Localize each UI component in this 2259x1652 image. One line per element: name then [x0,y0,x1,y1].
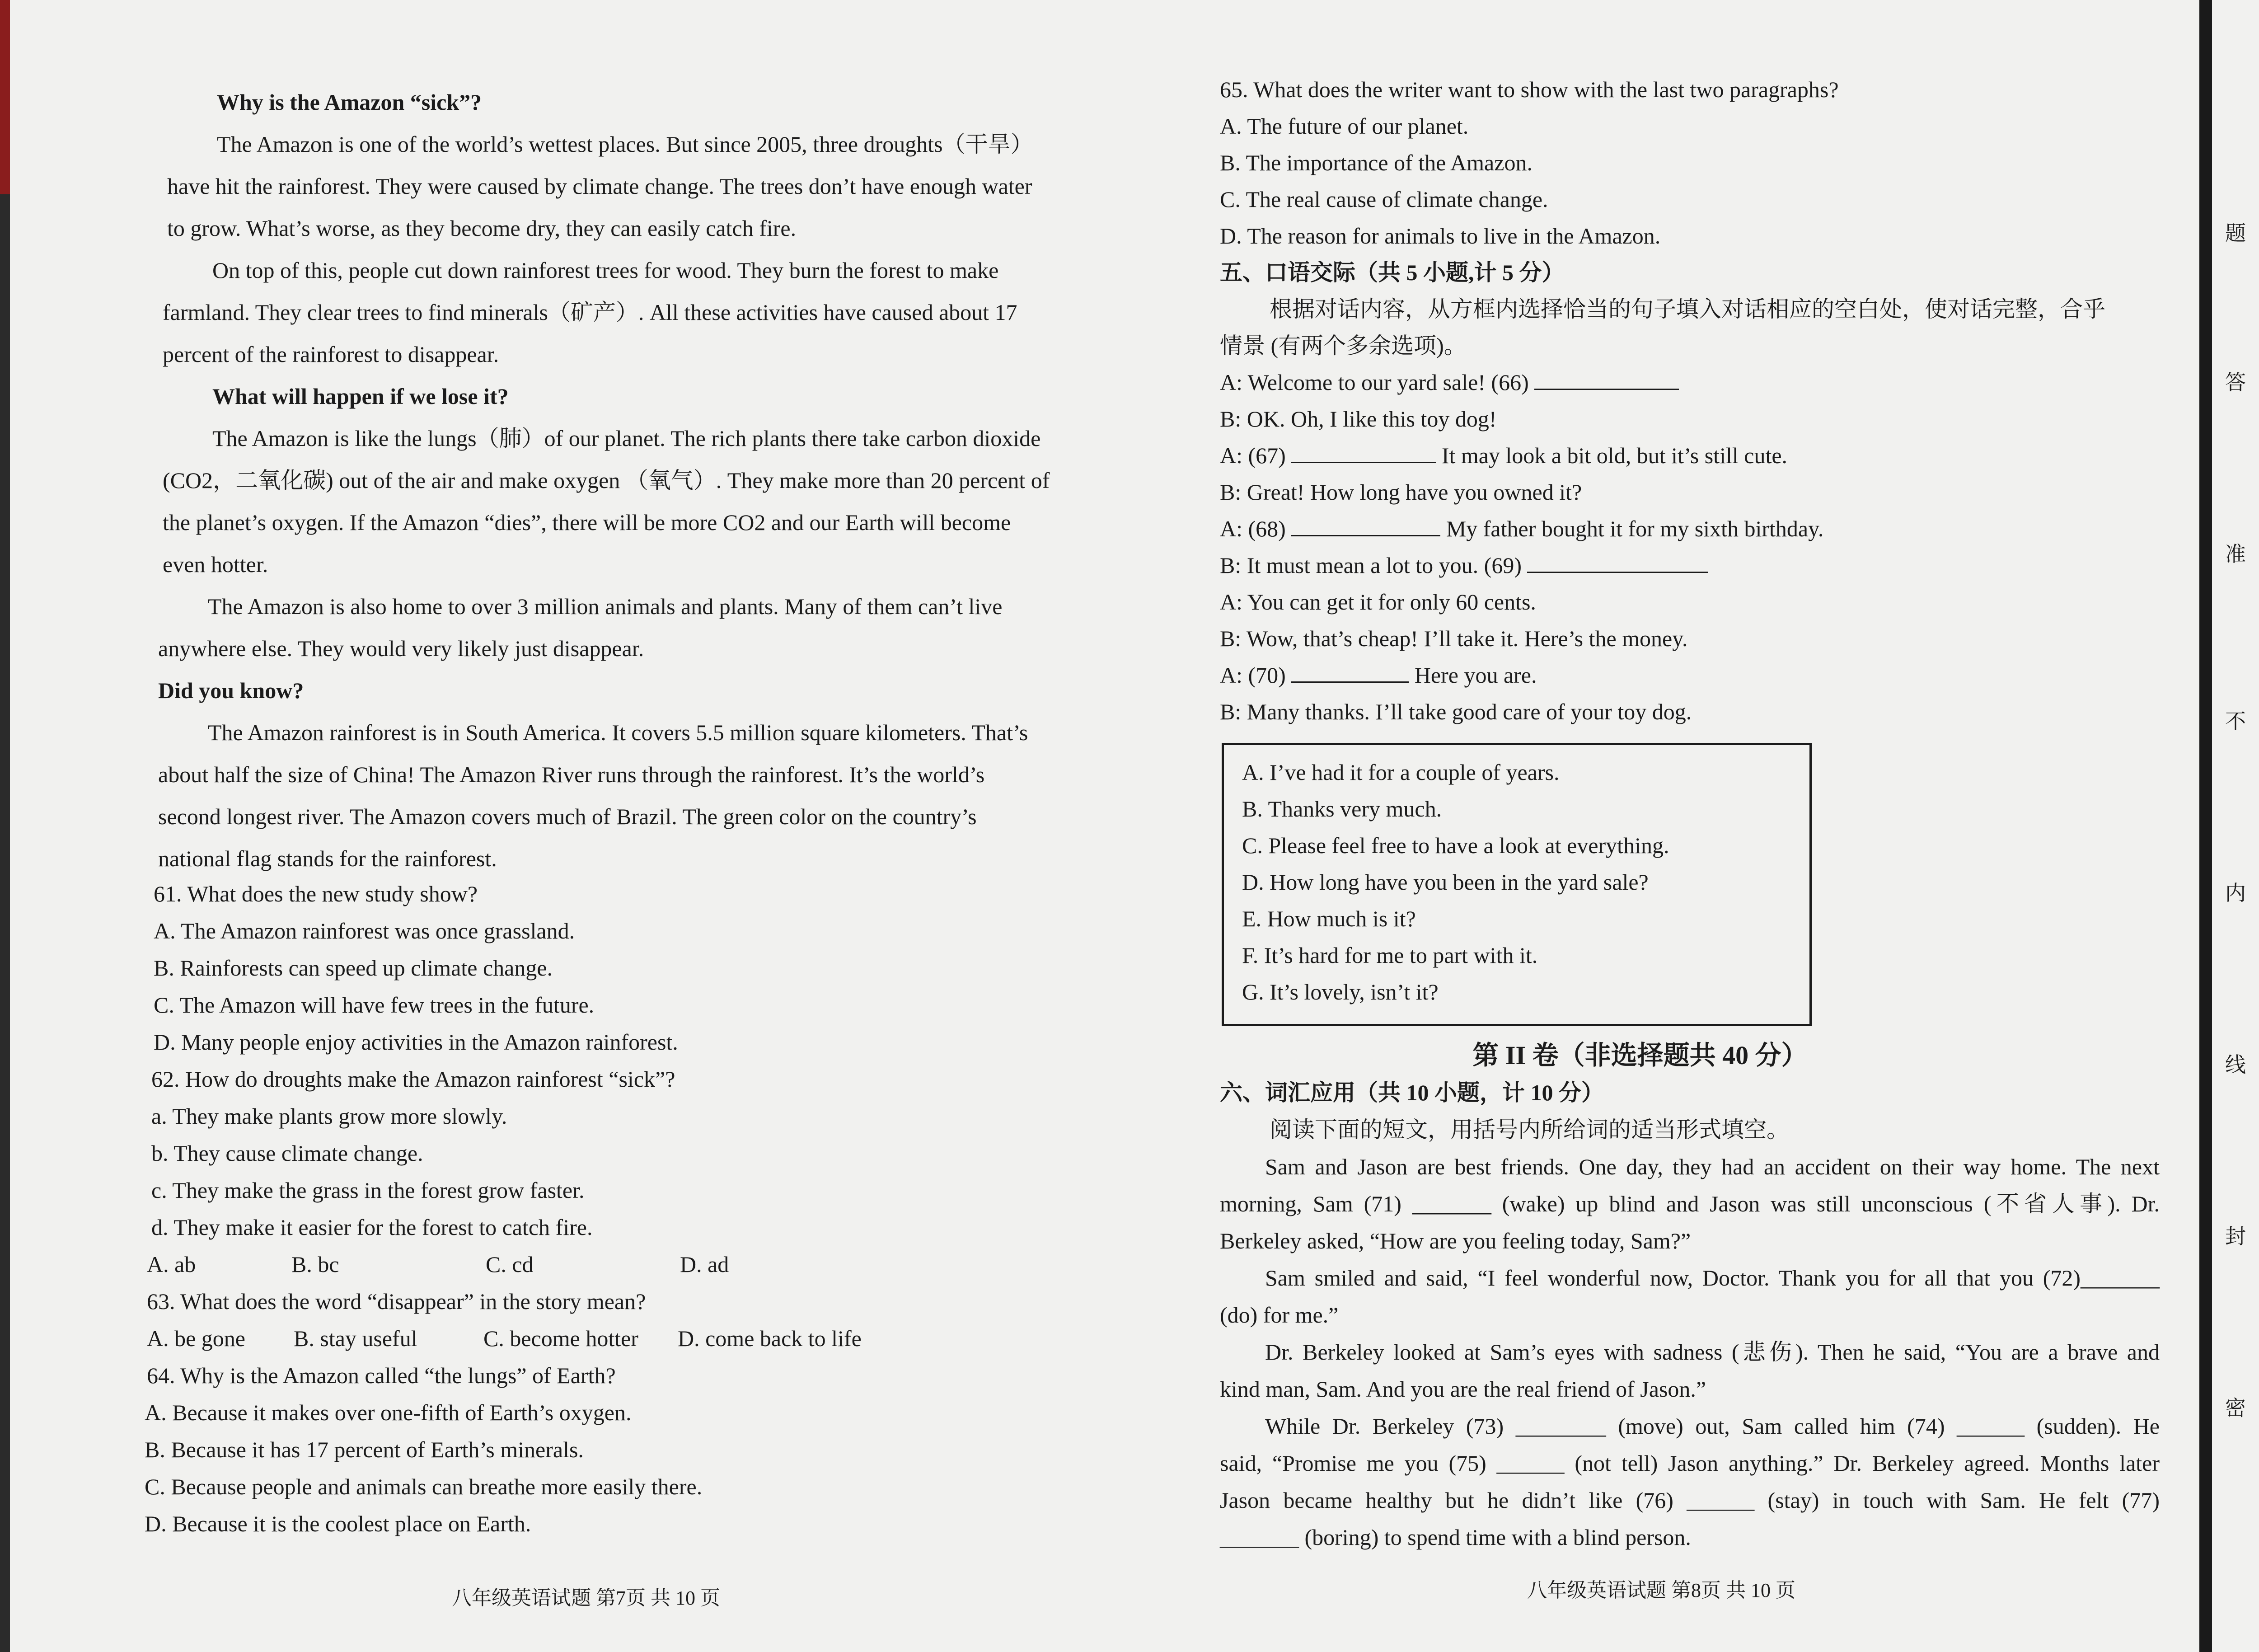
p2-line: On top of this, people cut down rainforest trees for wood. They burn the forest to make [212,258,999,283]
dialog-line: B: Wow, that’s cheap! I’ll take it. Here’s the money. [1220,626,1688,651]
part-2 [1220,1037,2169,1556]
q61-option: C. The Amazon will have few trees in the future. [154,992,595,1018]
p2-line: farmland. They clear trees to find minerals（矿产）. All these activities have caused about 17 [163,300,1017,325]
answer-blank-70[interactable] [1291,660,1409,683]
q64-option: B. Because it has 17 percent of Earth’s minerals. [145,1437,584,1462]
dialog-line: A: Welcome to our yard sale! (66) [1220,364,2169,401]
scan-edge-left [0,0,10,1652]
q62-statement: c. They make the grass in the forest grow faster. [151,1178,585,1203]
p5-line: The Amazon rainforest is in South America. It covers 5.5 million square kilometers. That’s [208,720,1028,745]
q64-option: C. Because people and animals can breathe more easily there. [145,1474,703,1499]
p4-line: The Amazon is also home to over 3 million animals and plants. Many of them can’t live [208,594,1003,619]
answer-blank-69[interactable] [1527,550,1708,573]
p3-line: (CO2，二氧化碳) out of the air and make oxygen （氧气）. They make more than 20 percent of [163,468,1050,493]
p1-line: have hit the rainforest. They were caused by climate change. The trees don’t have enough water [167,174,1032,199]
section-5-title: 五、口语交际（共 5 小题,计 5 分） [1220,260,1565,285]
dialog-line: A: You can get it for only 60 cents. [1220,589,1536,615]
passage-line: Berkeley asked, “How are you feeling today, Sam?” [1220,1228,1691,1253]
q62-statement: d. They make it easier for the forest to catch fire. [151,1215,593,1240]
passage-line: Dr. Berkeley looked at Sam’s eyes with sadness (悲伤). Then he said, “You are a brave and [1265,1339,2160,1365]
section-5-instructions: 根据对话内容，从方框内选择恰当的句子填入对话相应的空白处，使对话完整，合乎 [1270,296,2105,322]
box-option: E. How much is it? [1242,906,1416,931]
q61-option: B. Rainforests can speed up climate change. [154,955,553,981]
p1-line: The Amazon is one of the world’s wettest places. But since 2005, three droughts（干旱） [217,131,1033,157]
answer-blank-67[interactable] [1291,440,1436,463]
box-option: F. It’s hard for me to part with it. [1242,943,1538,968]
q64-option: A. Because it makes over one-fifth of Earth’s oxygen. [145,1400,632,1425]
page-footer-8: 八年级英语试题 第8页 共 10 页 [1527,1579,1795,1601]
scan-edge-left-red [0,0,10,194]
p3-line: The Amazon is like the lungs（肺）of our planet. The rich plants there take carbon dioxide [212,426,1041,451]
binding-margin-char: 题 [2225,221,2246,245]
question-65: 65. What does the writer want to show with the last two paragraphs? [1220,77,1839,102]
section-6-instructions: 阅读下面的短文，用括号内所给词的适当形式填空。 [1270,1117,1789,1142]
binding-margin-char: 内 [2225,881,2246,905]
p4-line: anywhere else. They would very likely just disappear. [158,636,644,661]
passage-line: (do) for me.” [1220,1302,1339,1328]
q65-option: A. The future of our planet. [1220,113,1469,139]
q63-options [145,1320,1139,1357]
q63-option: B. stay useful [294,1326,417,1351]
question-61: 61. What does the new study show? [154,881,478,906]
passage-line: While Dr. Berkeley (73) ________ (move) out, Sam called him (74) ______ (sudden). He [1265,1413,2160,1439]
q63-option: C. become hotter [483,1326,638,1351]
scan-edge-right [2199,0,2212,1652]
binding-margin-char: 不 [2225,709,2246,733]
dialog-line: B: It must mean a lot to you. (69) [1220,547,2169,584]
q65-option: B. The importance of the Amazon. [1220,150,1533,175]
options-box [1222,743,1812,1026]
binding-margin-char: 密 [2225,1396,2246,1420]
answer-blank-68[interactable] [1291,513,1440,536]
q62-option: D. ad [680,1252,729,1277]
q61-option: D. Many people enjoy activities in the Amazon rainforest. [154,1029,678,1055]
q62-option: A. ab [147,1252,196,1277]
passage-line: kind man, Sam. And you are the real friend of Jason.” [1220,1376,1706,1402]
dialog-line: B: Great! How long have you owned it? [1220,479,1582,505]
passage-line: _______ (boring) to spend time with a blind person. [1220,1525,1691,1550]
heading-lose-it: What will happen if we lose it? [212,384,509,409]
p5-line: national flag stands for the rainforest. [158,846,497,871]
box-option: D. How long have you been in the yard sale? [1242,869,1649,895]
left-page [145,81,1139,1542]
dialog-line: A: (67) It may look a bit old, but it’s still cute. [1220,437,2169,474]
dialog-line: A: (70) Here you are. [1220,657,2169,694]
q62-option: C. cd [486,1252,534,1277]
q64-option: D. Because it is the coolest place on Earth. [145,1511,531,1536]
p5-line: second longest river. The Amazon covers much of Brazil. The green color on the country’s [158,804,977,829]
page-footer-7: 八年级英语试题 第7页 共 10 页 [452,1587,720,1609]
box-option: B. Thanks very much. [1242,796,1442,821]
dialog-line: B: OK. Oh, I like this toy dog! [1220,406,1497,432]
binding-margin-char: 线 [2225,1052,2246,1077]
questions-61-64 [145,875,1139,1542]
q62-options [145,1246,1139,1283]
q62-option: B. bc [291,1252,339,1277]
section-5-instructions-2: 情景 (有两个多余选项)。 [1220,333,1467,358]
q63-option: A. be gone [147,1326,245,1351]
question-64: 64. Why is the Amazon called “the lungs” of Earth? [147,1363,616,1388]
binding-margin-char: 封 [2225,1224,2246,1248]
passage-line: morning, Sam (71) _______ (wake) up blind and Jason was still unconscious (不省人事). Dr. [1220,1191,2160,1216]
p1-line: to grow. What’s worse, as they become dry, they can easily catch fire. [167,216,797,241]
passage-line: Sam and Jason are best friends. One day, they had an accident on their way home. The next [1265,1154,2160,1179]
heading-why-sick: Why is the Amazon “sick”? [217,89,482,115]
box-option: A. I’ve had it for a couple of years. [1242,760,1560,785]
q65-option: C. The real cause of climate change. [1220,187,1548,212]
p3-line: the planet’s oxygen. If the Amazon “dies”, there will be more CO2 and our Earth will become [163,510,1011,535]
question-63: 63. What does the word “disappear” in the story mean? [147,1289,646,1314]
q62-statement: a. They make plants grow more slowly. [151,1103,507,1129]
q61-option: A. The Amazon rainforest was once grassland. [154,918,575,943]
p3-line: even hotter. [163,552,268,577]
heading-did-you-know: Did you know? [158,678,304,703]
question-65-block [1220,71,2169,730]
box-option: C. Please feel free to have a look at everything. [1242,833,1669,858]
right-page [1220,71,2169,1556]
binding-margin-char: 准 [2225,542,2246,566]
dialog-line: B: Many thanks. I’ll take good care of your toy dog. [1220,699,1692,724]
dialog-line: A: (68) My father bought it for my sixth birthday. [1220,511,2169,547]
question-62: 62. How do droughts make the Amazon rainforest “sick”? [151,1066,675,1092]
box-option: G. It’s lovely, isn’t it? [1242,979,1439,1004]
q62-statement: b. They cause climate change. [151,1140,423,1166]
p5-line: about half the size of China! The Amazon River runs through the rainforest. It’s the world’s [158,762,985,787]
section-6-title: 六、词汇应用（共 10 小题，计 10 分） [1220,1080,1604,1105]
part-2-title: 第 II 卷（非选择题共 40 分） [1472,1041,1808,1070]
passage-line: Jason became healthy but he didn’t like (76) ______ (stay) in touch with Sam. He felt (77) [1220,1488,2160,1513]
binding-margin-char: 答 [2225,370,2246,394]
q63-option: D. come back to life [678,1326,862,1351]
q65-option: D. The reason for animals to live in the Amazon. [1220,223,1661,249]
answer-blank-66[interactable] [1534,367,1679,390]
passage-line: Sam smiled and said, “I feel wonderful now, Doctor. Thank you for all that you (72)_______ [1265,1265,2160,1291]
p2-line: percent of the rainforest to disappear. [163,342,499,367]
passage-line: said, “Promise me you (75) ______ (not tell) Jason anything.” Dr. Berkeley agreed. Months later [1220,1450,2160,1476]
